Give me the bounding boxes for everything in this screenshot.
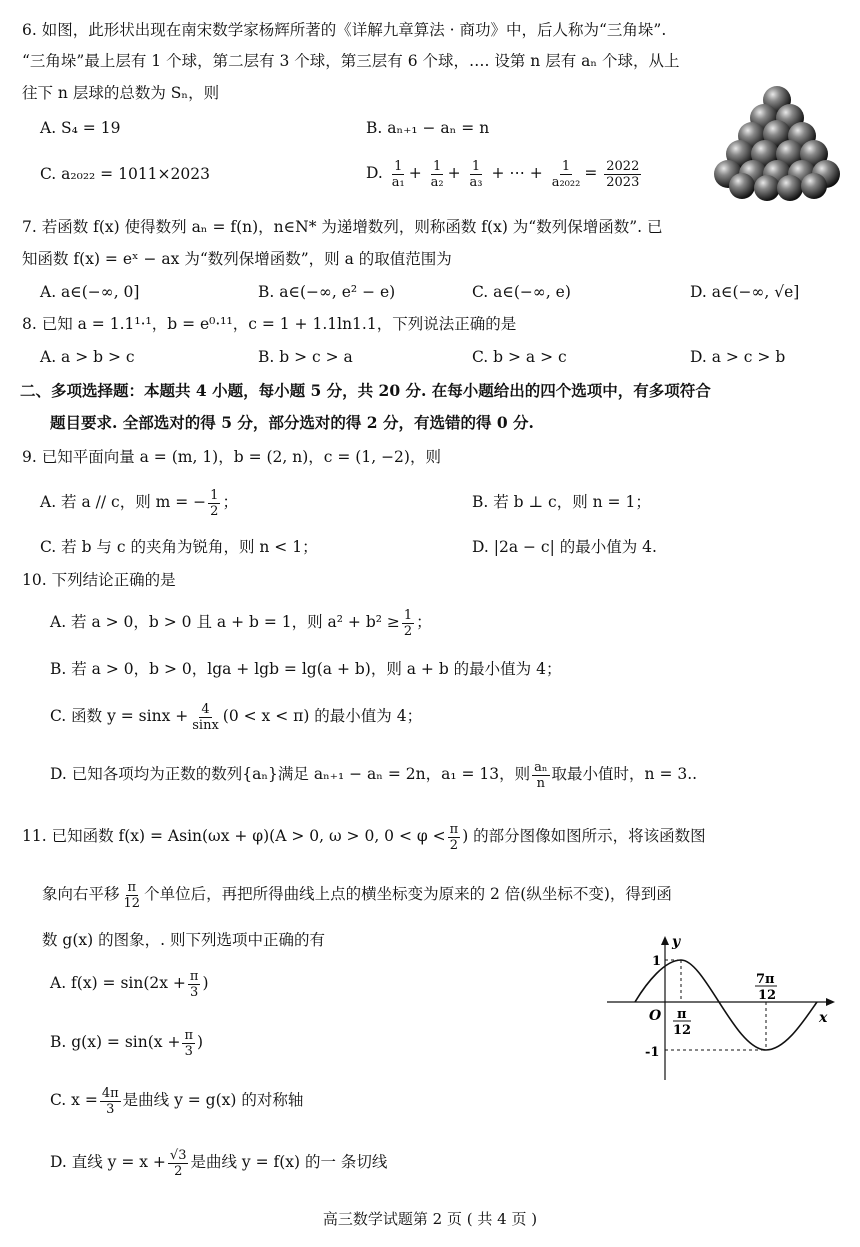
fraction: $\frac{1}{\text{a₂}}$ <box>430 158 444 190</box>
tick-label-neg1: -1 <box>645 1045 660 1060</box>
q11-stem-line3: 数 g(x) 的图象，. 则下列选项中正确的有 <box>42 931 325 949</box>
q7-stem-line2: 知函数 f(x) = eˣ − ax 为“数列保增函数”，则 a 的取值范围为 <box>22 250 452 268</box>
page-footer: 高三数学试题第 2 页 ( 共 4 页 ) <box>322 1210 538 1228</box>
origin-label: O <box>649 1008 662 1024</box>
y-axis-label: y <box>672 934 681 950</box>
q6-option-c: C. a₂₀₂₂ = 1011×2023 <box>40 165 210 183</box>
q7-option-b: B. a∈(−∞, e² − e) <box>258 283 396 301</box>
q8-option-b: B. b > c > a <box>258 348 353 366</box>
q8-stem: 8. 已知 a = 1.1¹·¹，b = e⁰·¹¹，c = 1 + 1.1ln1.1，下列说法正确的是 <box>22 315 517 333</box>
x-axis-label: x <box>819 1010 828 1026</box>
q9-option-a: A. 若 a // c，则 m = − $\frac{1}{2}$ ； <box>40 487 238 519</box>
q9-option-b: B. 若 b ⊥ c，则 n = 1； <box>472 493 651 511</box>
q11-stem-line2: 象向右平移 $\frac{\pi}{12}$ 个单位后，再把所得曲线上点的横坐标变为原来的 2 倍(纵坐标不变)，得到函 <box>42 879 672 911</box>
q7-option-c: C. a∈(−∞, e) <box>472 283 571 301</box>
fraction: $\frac{\pi}{3}$ <box>189 968 199 1000</box>
tick-label-7pi12-den: 12 <box>758 988 777 1003</box>
fraction: $\frac{1}{\text{a₃}}$ <box>469 158 483 190</box>
q10-stem: 10. 下列结论正确的是 <box>22 571 176 589</box>
fraction: $\frac{4}{\sin x}$ <box>192 701 219 733</box>
q11-option-b: B. g(x) = sin(x + $\frac{\pi}{3}$ ) <box>50 1027 204 1059</box>
q11-option-c: C. x = $\frac{4\pi}{3}$ 是曲线 y = g(x) 的对称轴 <box>50 1085 304 1117</box>
tick-label-7pi12-num: 7π <box>756 972 775 987</box>
q6-option-d: D. $\frac{1}{\text{a₁}}$ + $\frac{1}{\text{a₂}}$ + $\frac{1}{\text{a₃}}$ + ⋯ + $\frac{1}{\text{a₂₀₂₂}}$ = $\frac{2022}{2023}$ <box>366 158 640 190</box>
fraction: $\frac{1}{\text{a₂₀₂₂}}$ <box>551 158 581 190</box>
q9-option-d: D. |2a − c| 的最小值为 4. <box>472 538 657 556</box>
q7-option-a: A. a∈(−∞, 0] <box>40 283 140 301</box>
q6-stem-line2: “三角垛”最上层有 1 个球，第二层有 3 个球，第三层有 6 个球，…. 设第 n 层有 aₙ 个球，从上 <box>22 52 680 70</box>
q10-option-c: C. 函数 y = sinx + $\frac{4}{\sin x}$ (0 < x < π) 的最小值为 4； <box>50 701 423 733</box>
q9-option-c: C. 若 b 与 c 的夹角为锐角，则 n < 1； <box>40 538 318 556</box>
balls <box>714 86 840 201</box>
fraction: $\frac{√3}{2}$ <box>169 1147 187 1179</box>
q11-stem-line1: 11. 已知函数 f(x) = Asin(ωx + φ)(A > 0, ω > 0, 0 < φ < $\frac{\pi}{2}$ ) 的部分图像如图所示，将该函数图 <box>22 821 706 853</box>
q6-option-b: B. aₙ₊₁ − aₙ = n <box>366 119 490 137</box>
fraction: $\frac{\pi}{12}$ <box>123 879 141 911</box>
x-axis-arrow <box>826 998 835 1006</box>
q7-stem-line1: 7. 若函数 f(x) 使得数列 aₙ = f(n)，n∈N* 为递增数列，则称函数 f(x) 为“数列保增函数”. 已 <box>22 218 663 236</box>
q11-option-a: A. f(x) = sin(2x + $\frac{\pi}{3}$ ) <box>50 968 209 1000</box>
q6-d-label: D. <box>366 164 383 182</box>
fraction: $\frac{4\pi}{3}$ <box>101 1085 119 1117</box>
q8-option-a: A. a > b > c <box>40 348 135 366</box>
fraction: $\frac{2022}{2023}$ <box>606 158 640 190</box>
fraction: $\frac{\pi}{2}$ <box>449 821 459 853</box>
section2-heading-line2: 题目要求. 全部选对的得 5 分，部分选对的得 2 分，有选错的得 0 分. <box>50 413 534 432</box>
q7-option-d: D. a∈(−∞, √e] <box>690 283 800 301</box>
q8-option-d: D. a > c > b <box>690 348 786 366</box>
fraction: $\frac{1}{2}$ <box>210 487 219 519</box>
q6-d-dots: + ⋯ + <box>491 164 543 182</box>
q6-stem-line1: 6. 如图，此形状出现在南宋数学家杨辉所著的《详解九章算法 · 商功》中，后人称为“三角垛”. <box>22 21 667 39</box>
section2-heading-line1: 二、多项选择题：本题共 4 小题，每小题 5 分，共 20 分. 在每小题给出的四个选项中，有多项符合 <box>20 381 711 400</box>
q6-option-a: A. S₄ = 19 <box>40 119 121 137</box>
q9-stem: 9. 已知平面向量 a = (m, 1)，b = (2, n)，c = (1, −2)，则 <box>22 448 441 466</box>
q10-option-d: D. 已知各项均为正数的数列{aₙ}满足 aₙ₊₁ − aₙ = 2n，a₁ = 13，则 $\frac{\text{aₙ}}{n}$ 取最小值时，n = 3.. <box>50 759 698 791</box>
fraction: $\frac{\pi}{3}$ <box>184 1027 193 1059</box>
tick-label-pi12-num: π <box>677 1007 687 1022</box>
q6-stem-line3: 往下 n 层球的总数为 Sₙ，则 <box>22 84 220 102</box>
tick-label-1: 1 <box>652 954 662 969</box>
fraction: $\frac{1}{\text{a₁}}$ <box>391 158 405 190</box>
q11-option-d: D. 直线 y = x + $\frac{√3}{2}$ 是曲线 y = f(x) 的一 条切线 <box>50 1147 388 1179</box>
q8-option-c: C. b > a > c <box>472 348 567 366</box>
sine-graph <box>605 932 840 1082</box>
tick-label-pi12-den: 12 <box>673 1023 692 1038</box>
fraction: $\frac{1}{2}$ <box>403 607 413 639</box>
ball-pyramid-illustration <box>712 84 842 202</box>
y-axis-arrow <box>661 936 669 945</box>
q10-option-b: B. 若 a > 0，b > 0，lga + lgb = lg(a + b)，则 a + b 的最小值为 4； <box>50 660 562 678</box>
fraction: $\frac{\text{aₙ}}{n}$ <box>534 759 548 791</box>
sine-curve <box>635 960 817 1050</box>
q10-option-a: A. 若 a > 0，b > 0 且 a + b = 1，则 a² + b² ≥ $\frac{1}{2}$ ； <box>50 607 432 639</box>
